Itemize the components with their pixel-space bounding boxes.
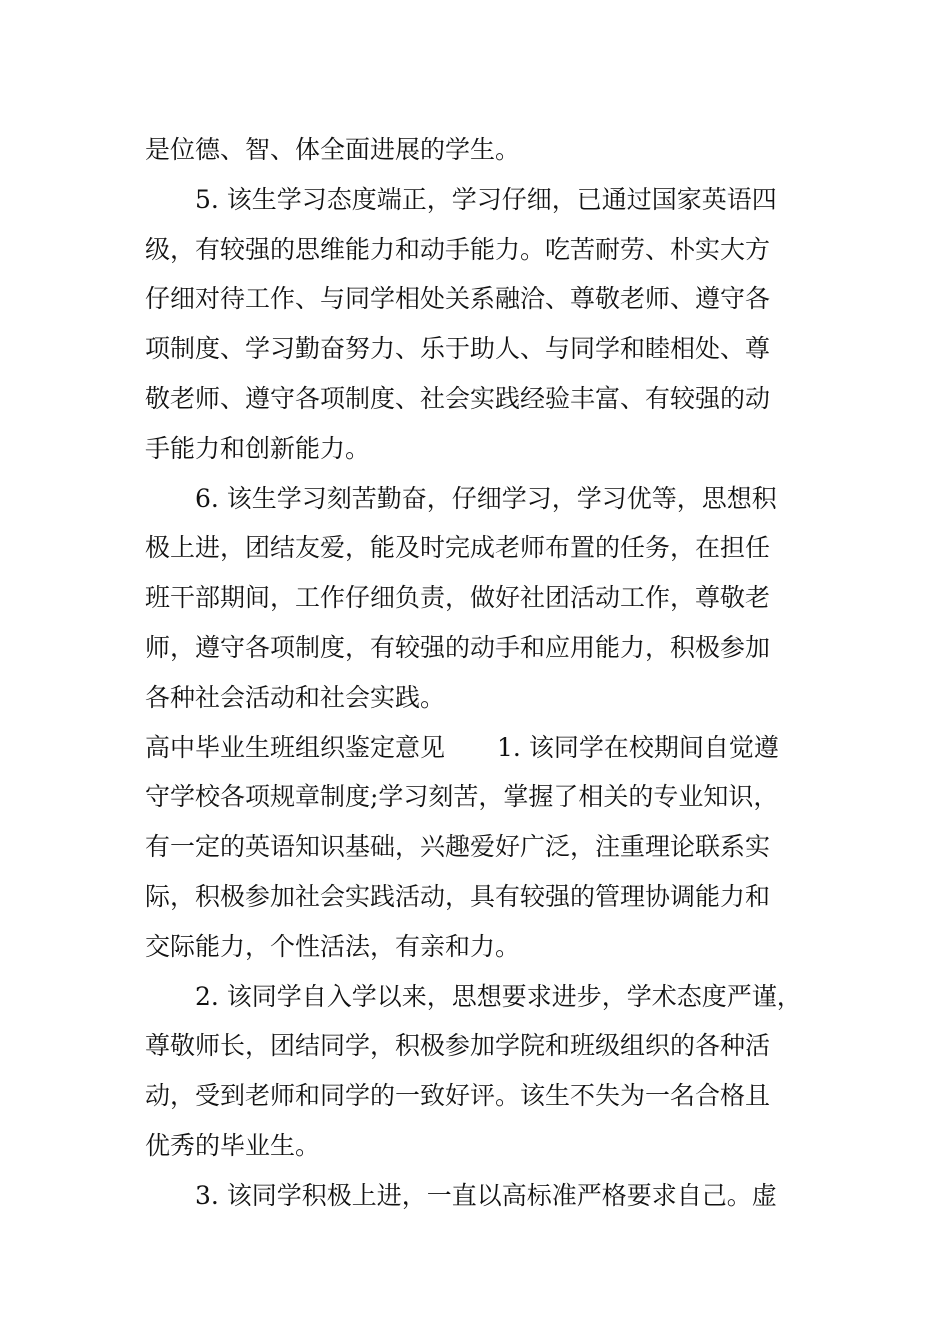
- text-line: 优秀的毕业生。: [145, 1130, 321, 1160]
- text-line: 6. 该生学习刻苦勤奋，仔细学习，学习优等，思想积: [195, 483, 777, 513]
- text-line: 动，受到老师和同学的一致好评。该生不失为一名合格且: [145, 1081, 771, 1111]
- text-line: 极上进，团结友爱，能及时完成老师布置的任务，在担任: [145, 533, 771, 563]
- text-line: 5. 该生学习态度端正，学习仔细，已通过国家英语四: [195, 184, 777, 214]
- text-line: 级，有较强的思维能力和动手能力。吃苦耐劳、朴实大方: [145, 234, 771, 264]
- text-line: 守学校各项规章制度;学习刻苦，掌握了相关的专业知识，: [145, 782, 779, 812]
- document-body: [145, 125, 810, 1221]
- section-heading: 高中毕业生班组织鉴定意见: [145, 732, 446, 762]
- text-line: 3. 该同学积极上进，一直以高标准严格要求自己。虚: [195, 1180, 777, 1210]
- text-line: 师，遵守各项制度，有较强的动手和应用能力，积极参加: [145, 632, 771, 662]
- text-line: 班干部期间，工作仔细负责，做好社团活动工作，尊敬老: [145, 583, 771, 613]
- text-line: 2. 该同学自入学以来，思想要求进步，学术态度严谨，: [195, 981, 802, 1011]
- section-heading-line: [145, 723, 810, 773]
- text-line: 项制度、学习勤奋努力、乐于助人、与同学和睦相处、尊: [145, 334, 771, 364]
- text-line: 是位德、智、体全面进展的学生。: [145, 135, 521, 164]
- text-line: 1. 该同学在校期间自觉遵: [497, 732, 779, 762]
- text-line: 敬老师、遵守各项制度、社会实践经验丰富、有较强的动: [145, 383, 771, 413]
- text-line: 交际能力，个性活法，有亲和力。: [145, 931, 521, 961]
- text-line: 有一定的英语知识基础，兴趣爱好广泛，注重理论联系实: [145, 832, 771, 862]
- text-line: 各种社会活动和社会实践。: [145, 682, 446, 712]
- text-line: 尊敬师长，团结同学，积极参加学院和班级组织的各种活: [145, 1031, 771, 1061]
- text-line: 手能力和创新能力。: [145, 433, 371, 463]
- text-line: 仔细对待工作、与同学相处关系融洽、尊敬老师、遵守各: [145, 284, 771, 314]
- text-line: 际，积极参加社会实践活动，具有较强的管理协调能力和: [145, 881, 771, 911]
